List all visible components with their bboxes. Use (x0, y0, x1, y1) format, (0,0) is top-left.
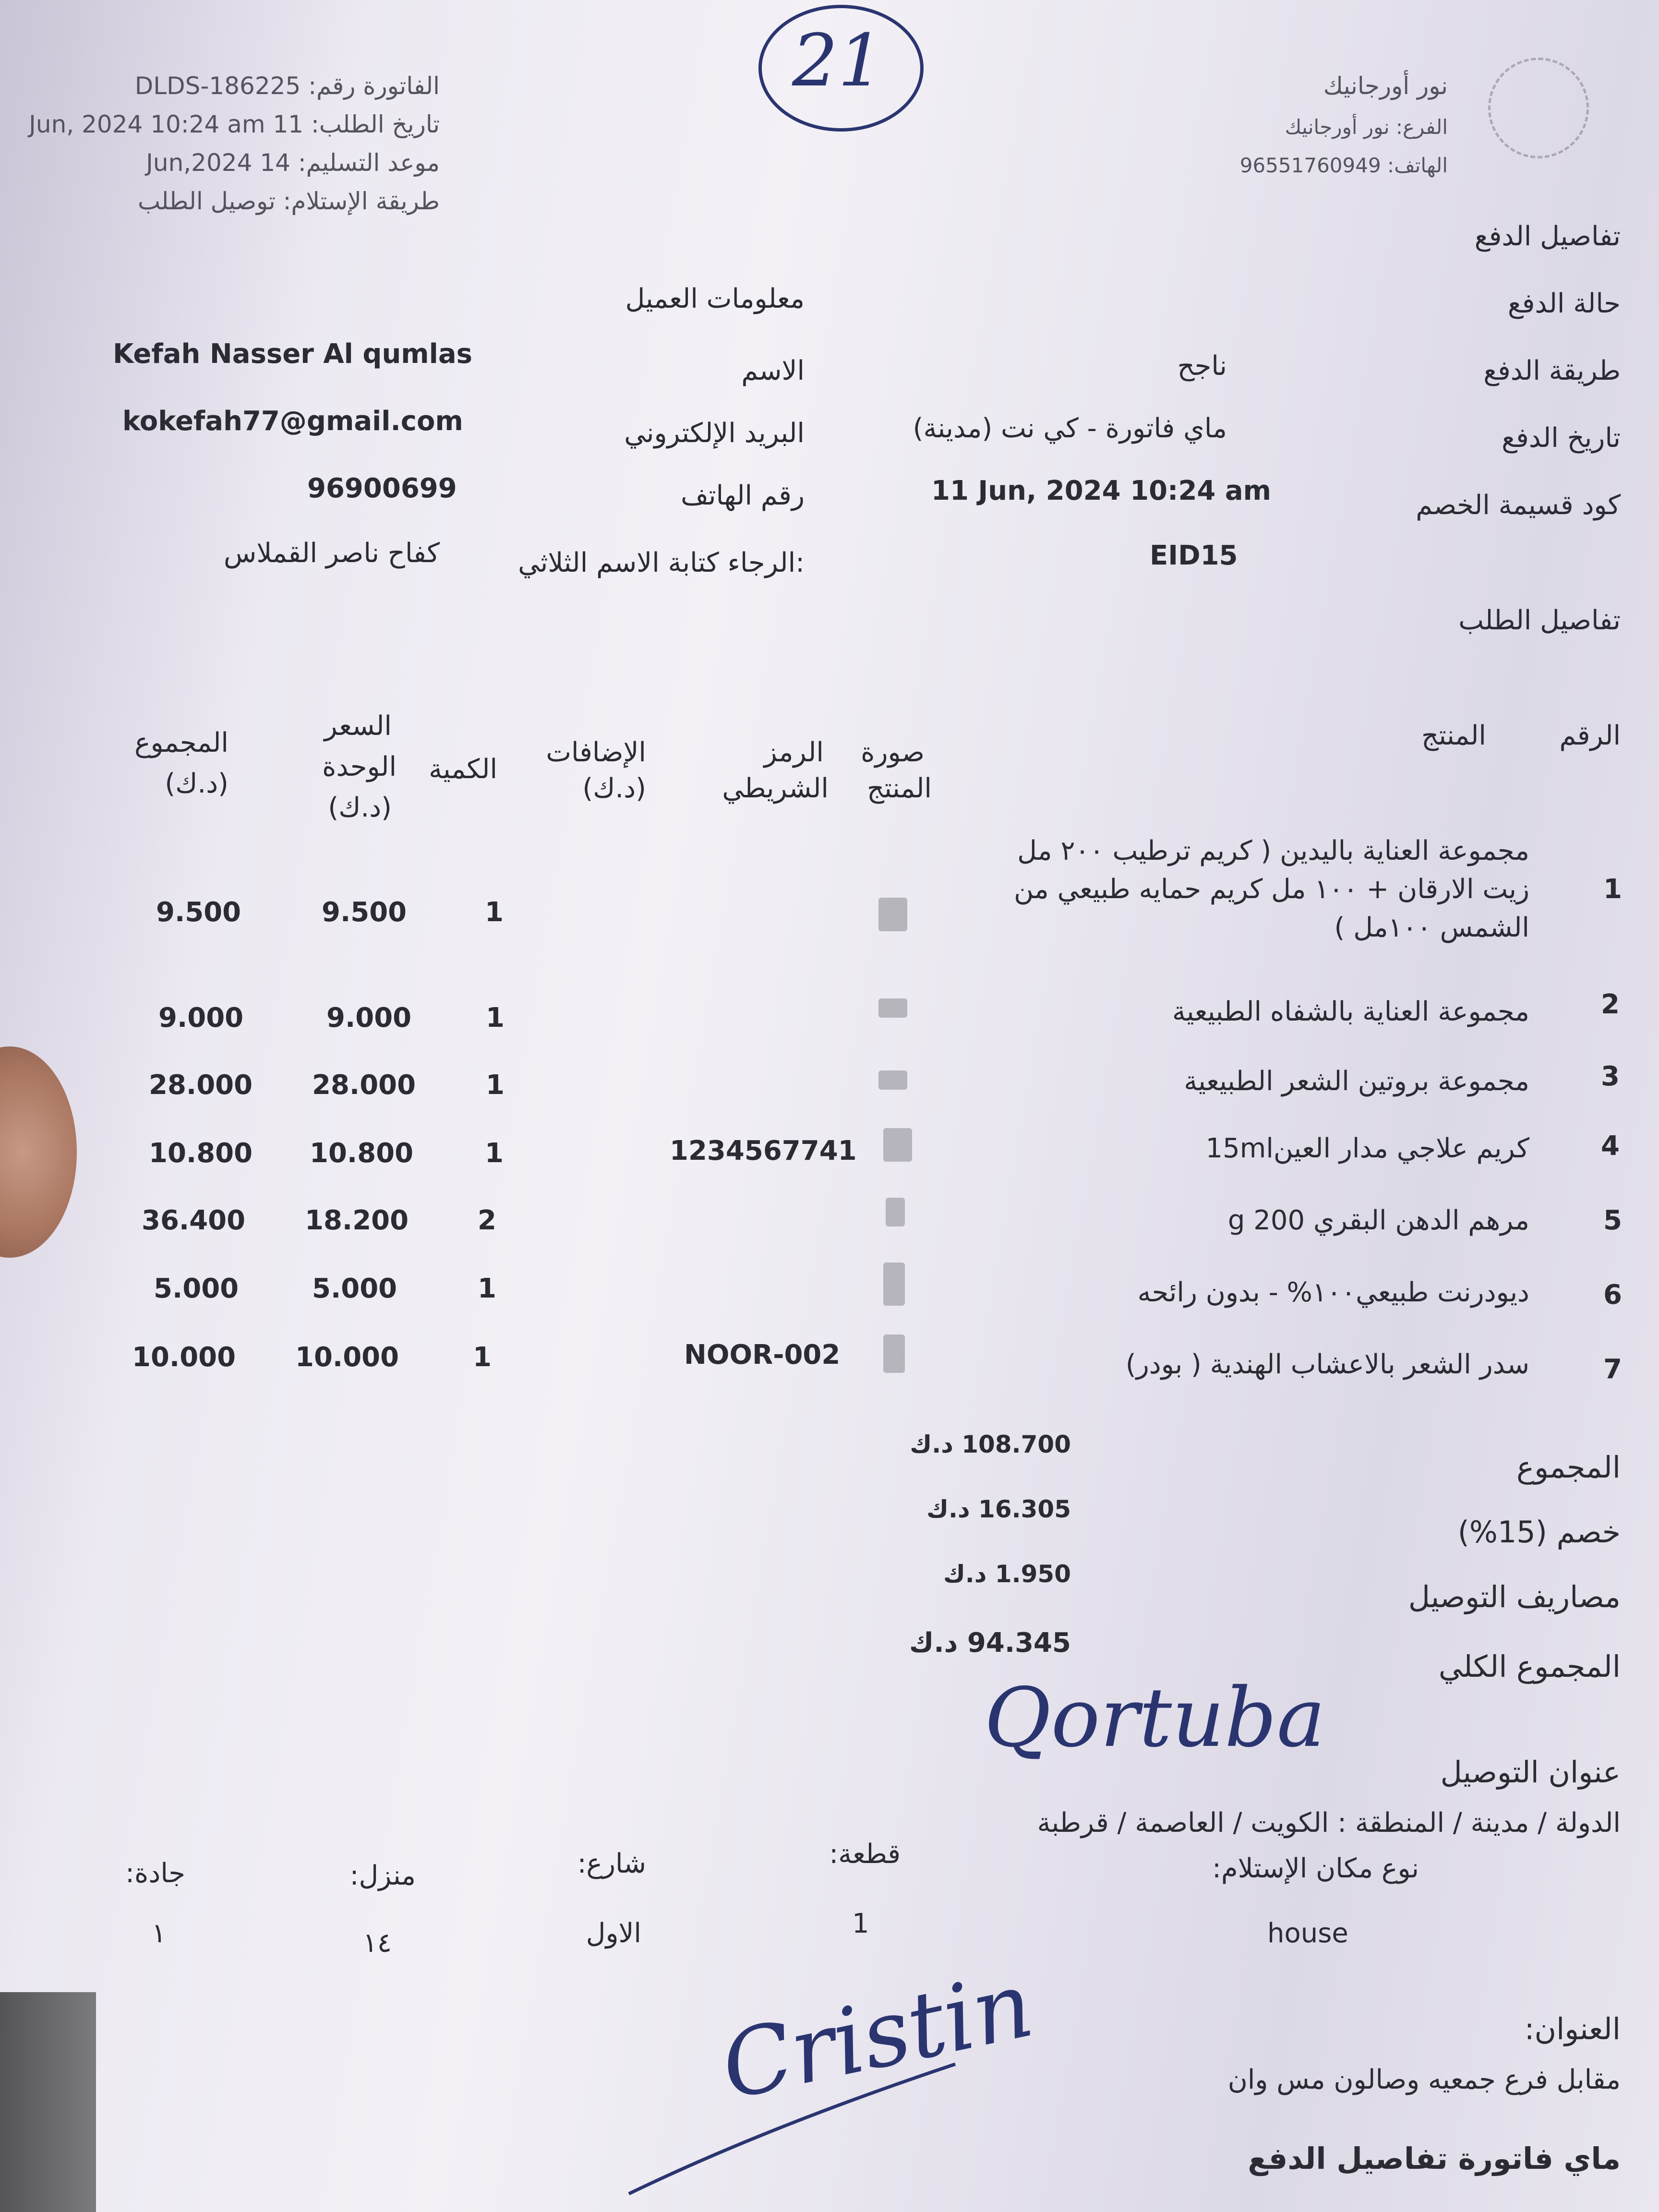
delivery-date: موعد التسليم: 14 Jun,2024 (146, 149, 440, 177)
row-2-price: 9.000 (326, 1002, 412, 1034)
row-2-product-image (878, 998, 907, 1018)
row-2-total: 9.000 (158, 1002, 244, 1034)
row-7-no: 7 (1603, 1354, 1622, 1385)
row-4-qty: 1 (485, 1138, 504, 1169)
row-1-no: 1 (1603, 874, 1622, 905)
payment-date-value: 11 Jun, 2024 10:24 am (931, 475, 1272, 506)
col-header-no: الرقم (1559, 720, 1621, 751)
row-5-total: 36.400 (142, 1205, 246, 1236)
payment-method-value: ماي فاتورة - كي نت (مدينة) (913, 413, 1227, 444)
invoice-number: الفاتورة رقم: DLDS-186225 (134, 72, 440, 100)
payment-method-label: طريقة الدفع (1483, 355, 1621, 386)
delivery-method: طريقة الإستلام: توصيل الطلب (137, 187, 440, 215)
store-phone: الهاتف: 96551760949 (1239, 154, 1448, 177)
payment-date-label: تاريخ الدفع (1502, 422, 1621, 454)
row-3-total: 28.000 (149, 1070, 253, 1101)
row-6-no: 6 (1603, 1279, 1622, 1310)
address-value: مقابل فرع جمعيه وصالون مس وان (1227, 2064, 1621, 2095)
handwritten-area: Qortuba (984, 1671, 1325, 1766)
customer-name-label: الاسم (741, 355, 805, 386)
customer-email-label: البريد الإلكتروني (624, 418, 805, 449)
payment-status-label: حالة الدفع (1507, 288, 1621, 319)
grand-total-value: 94.345 د.ك (909, 1627, 1071, 1659)
col-header-barcode-1: الرمز (764, 737, 824, 768)
customer-phone-value: 96900699 (307, 473, 457, 504)
page-number: 21 (792, 19, 884, 103)
row-7-qty: 1 (473, 1342, 492, 1373)
row-4-price: 10.800 (310, 1138, 414, 1169)
col-header-total-1: المجموع (134, 727, 228, 758)
row-4-product-image (883, 1128, 912, 1162)
subtotal-value: 108.700 د.ك (910, 1431, 1071, 1458)
col-header-price-3: (د.ك) (328, 792, 392, 823)
street-value: الاول (586, 1918, 641, 1949)
row-7-price: 10.000 (295, 1342, 399, 1373)
col-header-image-1: صورة (861, 737, 925, 768)
block-label: قطعة: (829, 1839, 901, 1870)
col-header-image-2: المنتج (867, 773, 932, 804)
col-header-addons-2: (د.ك) (582, 773, 646, 804)
row-1-qty: 1 (485, 897, 504, 928)
row-5-price: 18.200 (305, 1205, 409, 1236)
col-header-product: المنتج (1421, 720, 1486, 751)
row-4-product: كريم علاجي مدار العين15ml (1205, 1133, 1529, 1164)
row-5-product-image (886, 1198, 905, 1226)
customer-section-title: معلومات العميل (625, 283, 805, 314)
col-header-addons-1: الإضافات (546, 737, 646, 768)
row-5-product: مرهم الدهن البقري 200 g (1227, 1205, 1529, 1236)
row-2-no: 2 (1601, 989, 1620, 1020)
row-3-product-image (878, 1070, 907, 1090)
payment-status-value: ناجح (1177, 350, 1227, 382)
place-type-label: نوع مكان الإستلام: (1212, 1853, 1419, 1884)
subtotal-label: المجموع (1516, 1450, 1621, 1485)
row-1-price: 9.500 (322, 897, 407, 928)
row-5-qty: 2 (478, 1205, 496, 1236)
row-7-barcode: NOOR-002 (684, 1339, 841, 1370)
row-6-qty: 1 (478, 1273, 496, 1304)
col-header-price-1: السعر (324, 710, 392, 742)
discount-label: خصم (15%) (1457, 1515, 1621, 1550)
store-branch: الفرع: نور أورجانيك (1285, 115, 1448, 139)
row-1-total: 9.500 (156, 897, 241, 928)
payment-section-title: تفاصيل الدفع (1474, 221, 1621, 252)
footer-payment-details: ماي فاتورة تفاصيل الدفع (1248, 2141, 1621, 2176)
row-6-total: 5.000 (154, 1273, 239, 1304)
row-4-total: 10.800 (149, 1138, 253, 1169)
row-2-product: مجموعة العناية بالشفاه الطبيعية (1172, 996, 1529, 1027)
street-label: شارع: (577, 1848, 646, 1879)
row-3-product: مجموعة بروتين الشعر الطبيعية (1184, 1066, 1529, 1097)
row-7-product: سدر الشعر بالاعشاب الهندية ( بودر) (1125, 1349, 1529, 1380)
discount-value: 16.305 د.ك (926, 1495, 1071, 1523)
customer-fullname-label: :الرجاء كتابة الاسم الثلاثي (518, 547, 805, 578)
address-label: العنوان: (1524, 2011, 1621, 2046)
row-1-product-line-3: الشمس ١٠٠مل ) (1334, 912, 1529, 943)
house-label: منزل: (349, 1860, 416, 1891)
row-6-price: 5.000 (312, 1273, 397, 1304)
row-4-no: 4 (1601, 1130, 1620, 1162)
row-3-qty: 1 (486, 1070, 505, 1101)
customer-email-value: kokefah77@gmail.com (122, 406, 463, 437)
signature: Cristin (712, 1951, 1042, 2120)
col-header-barcode-2: الشريطي (722, 773, 829, 804)
order-date: تاريخ الطلب: 11 Jun, 2024 10:24 am (29, 110, 440, 138)
row-3-no: 3 (1601, 1061, 1620, 1092)
avenue-label: جادة: (125, 1858, 185, 1889)
delivery-title: عنوان التوصيل (1440, 1755, 1621, 1790)
place-type-value: house (1267, 1918, 1348, 1949)
customer-phone-label: رقم الهاتف (681, 480, 805, 511)
house-value: ١٤ (362, 1927, 392, 1959)
row-1-product-line-1: مجموعة العناية باليدين ( كريم ترطيب ٢٠٠ مل (1017, 835, 1529, 866)
delivery-region: الدولة / مدينة / المنطقة : الكويت / العاصمة / قرطبة (1037, 1807, 1621, 1839)
coupon-code-value: EID15 (1150, 540, 1238, 571)
shipping-value: 1.950 د.ك (943, 1560, 1071, 1588)
row-6-product: ديودرنت طبيعي١٠٠% - بدون رائحه (1137, 1277, 1529, 1308)
row-5-no: 5 (1603, 1205, 1622, 1236)
coupon-code-label: كود قسيمة الخصم (1416, 490, 1621, 521)
store-logo (1488, 58, 1589, 158)
col-header-price-2: الوحدة (322, 751, 397, 782)
row-3-price: 28.000 (312, 1070, 416, 1101)
grand-total-label: المجموع الكلي (1438, 1649, 1621, 1684)
row-1-product-line-2: زيت الارقان + ١٠٠ مل كريم حمايه طبيعي من (1014, 874, 1529, 905)
customer-name-value: Kefah Nasser Al qumlas (113, 338, 472, 370)
col-header-total-2: (د.ك) (165, 768, 228, 799)
order-section-title: تفاصيل الطلب (1458, 605, 1621, 636)
row-7-product-image (883, 1334, 905, 1373)
row-2-qty: 1 (486, 1002, 505, 1034)
row-6-product-image (883, 1262, 905, 1306)
photo-shadow (0, 1992, 96, 2212)
row-7-total: 10.000 (132, 1342, 236, 1373)
avenue-value: ١ (151, 1918, 166, 1949)
store-name: نور أورجانيك (1323, 72, 1448, 100)
customer-fullname-value: كفاح ناصر القملاس (224, 538, 440, 569)
row-4-barcode: 1234567741 (670, 1135, 857, 1166)
signature-stroke (624, 2055, 960, 2199)
col-header-qty: الكمية (429, 754, 497, 785)
block-value: 1 (852, 1908, 869, 1939)
shipping-label: مصاريف التوصيل (1408, 1579, 1621, 1614)
row-1-product-image (878, 898, 907, 931)
